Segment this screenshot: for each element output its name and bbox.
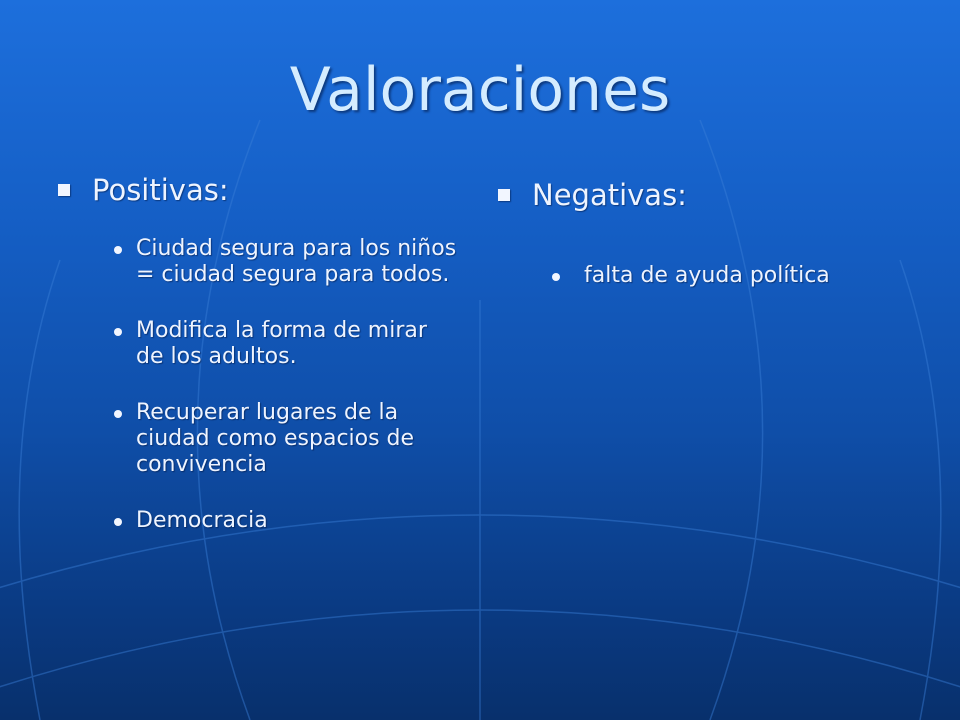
list-item-text: Recuperar lugares de la ciudad como espacios de convivencia [136,400,415,477]
positive-list [110,236,460,534]
negative-column [498,175,918,289]
bullet-dot-icon [114,246,122,254]
negative-list [548,263,918,289]
list-item [548,263,918,289]
list-item-text: Ciudad segura para los niños = ciudad segura para todos. [136,236,457,287]
square-bullet-icon [58,184,70,196]
slide-title: Valoraciones [289,55,671,125]
bullet-dot-icon [552,273,560,281]
bullet-dot-icon [114,518,122,526]
list-item [110,400,460,478]
list-item [110,236,460,288]
negative-heading-label: Negativas: [532,178,687,212]
list-item-text: falta de ayuda política [584,263,830,288]
bullet-dot-icon [114,410,122,418]
list-item [110,318,460,370]
list-item-text: Democracia [136,508,268,533]
list-item [110,508,460,534]
square-bullet-icon [498,189,510,201]
bullet-dot-icon [114,328,122,336]
positive-column [58,170,478,564]
positive-heading-label: Positivas: [92,173,229,207]
positive-heading [58,170,478,210]
list-item-text: Modifica la forma de mirar de los adultos. [136,318,427,369]
negative-heading [498,175,918,215]
